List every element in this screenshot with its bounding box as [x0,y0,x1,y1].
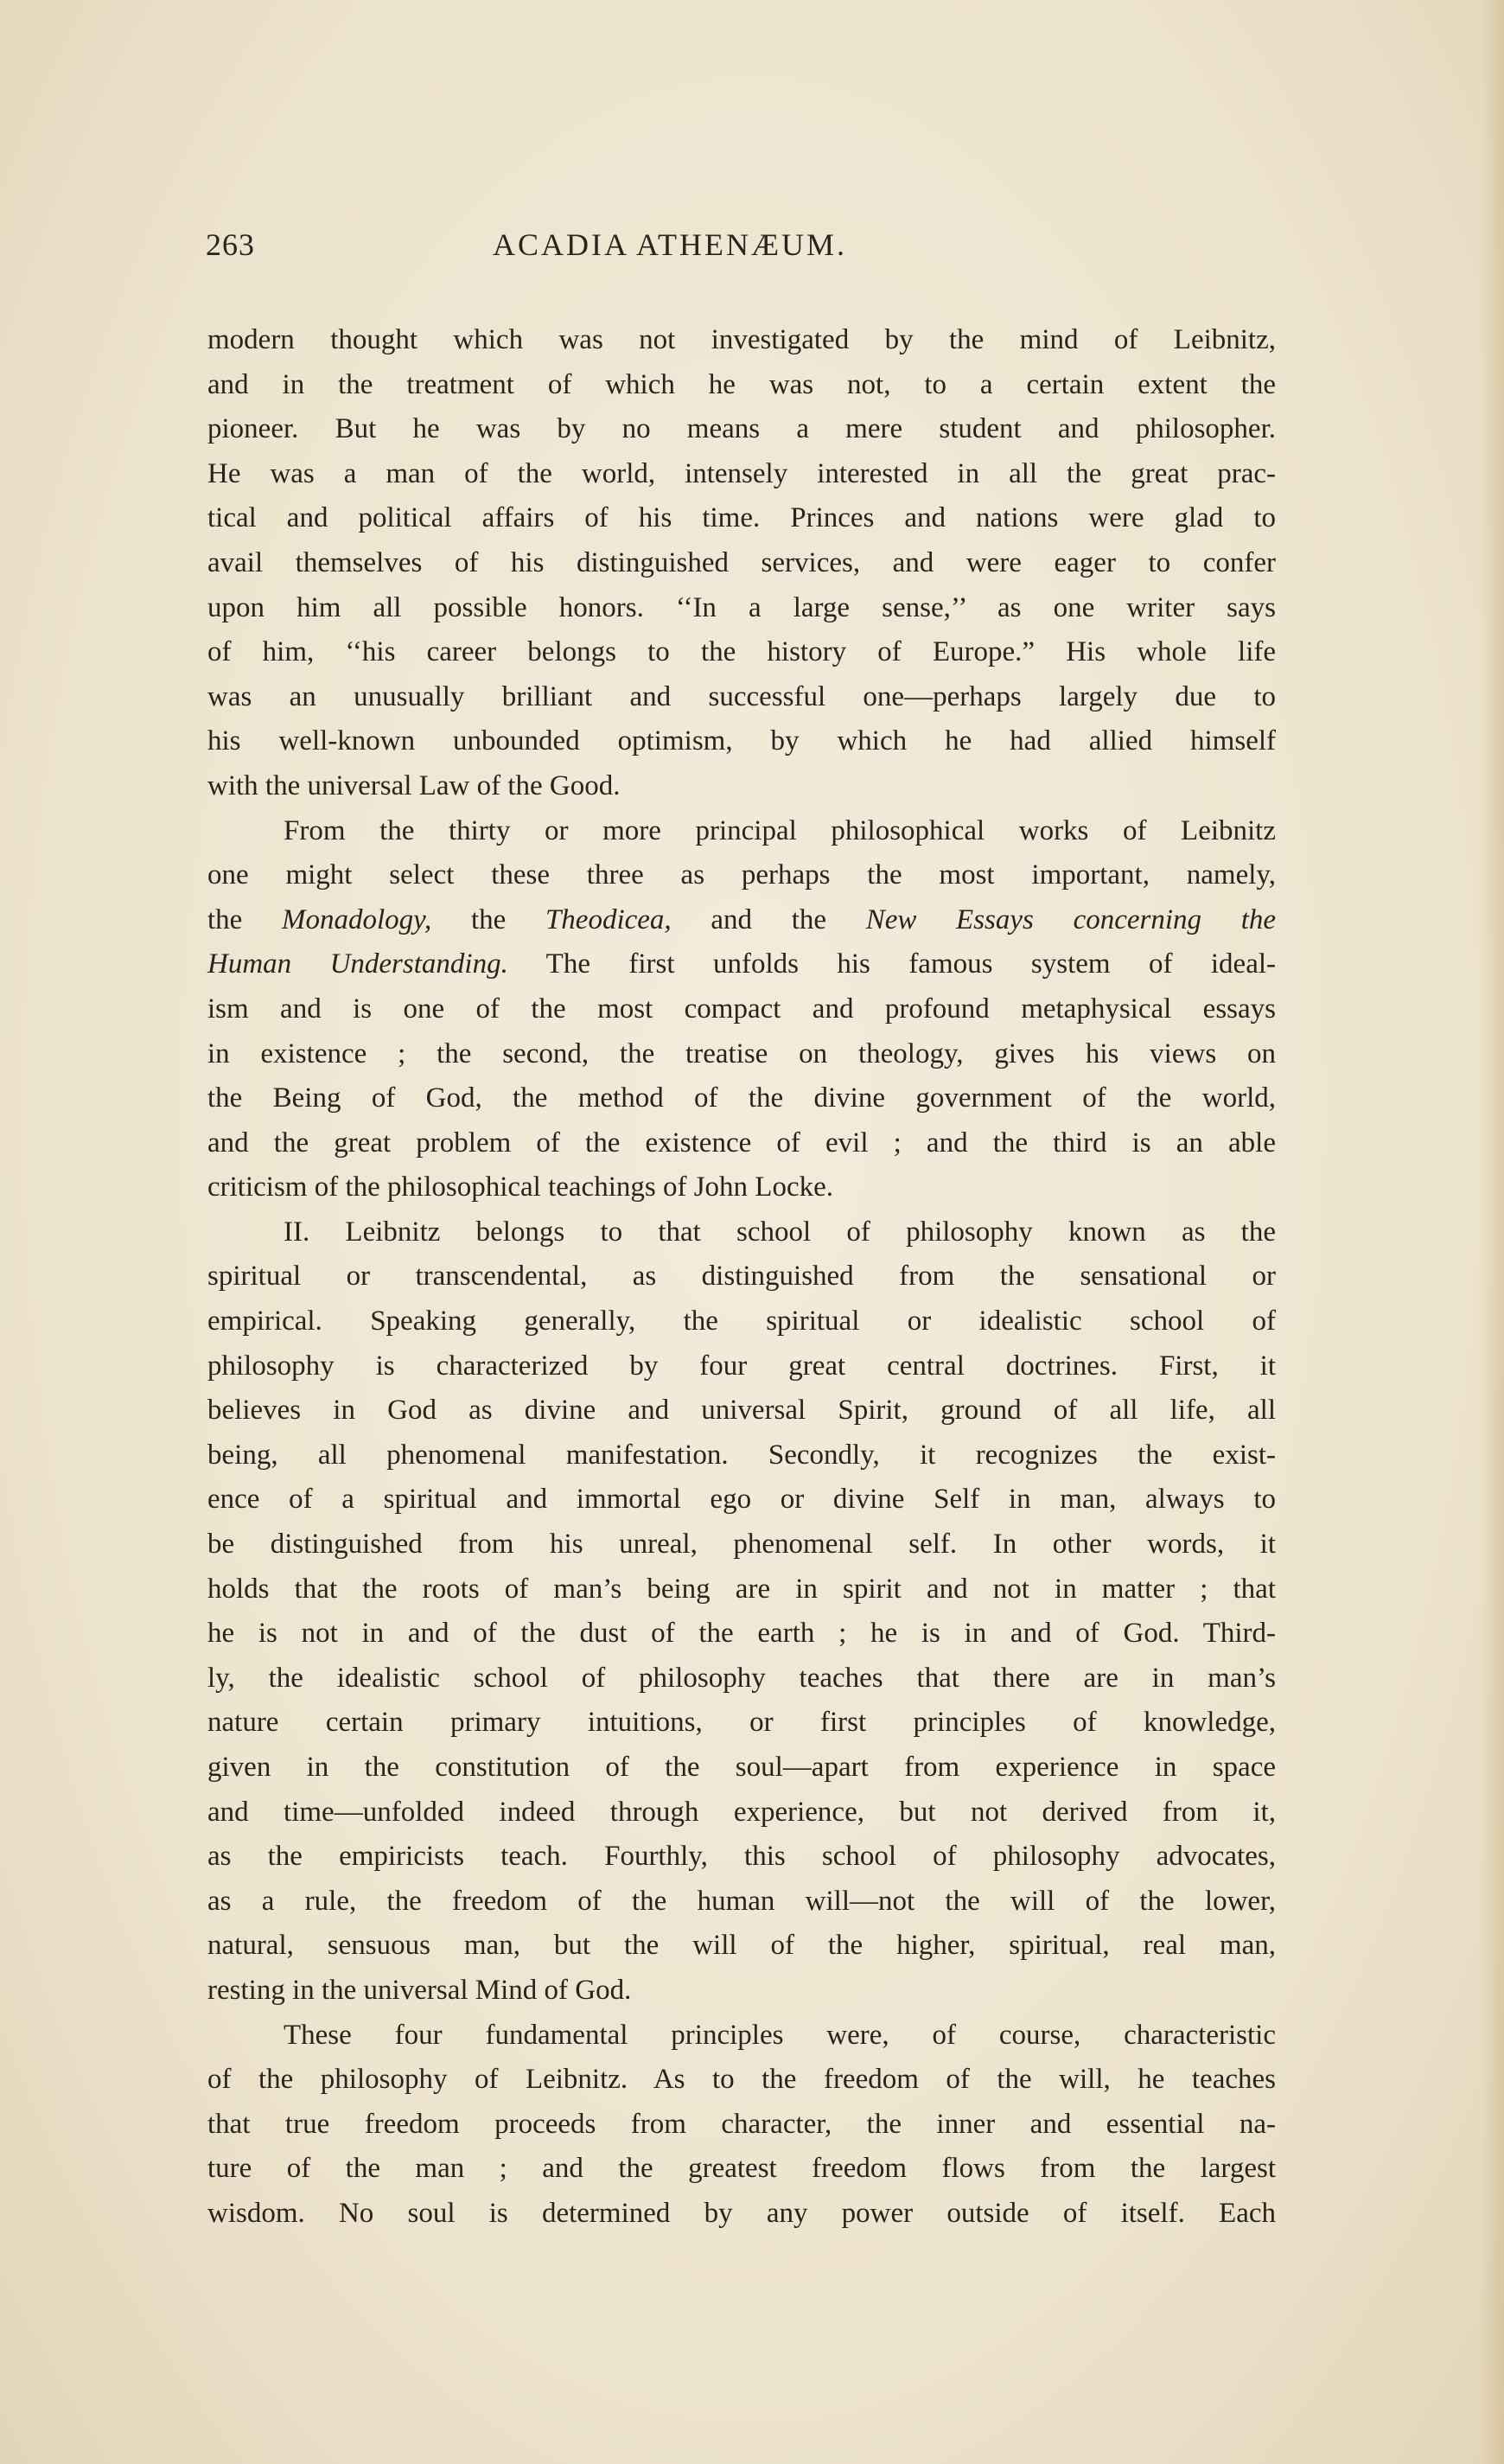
book-title-new-essays-cont: Human Understanding. [207,948,508,980]
text-line: pioneer. But he was by no means a mere student and philosopher. [207,413,1276,445]
text-line: being, all phenomenal manifestation. Secondly, it recognizes the exist- [207,1439,1276,1471]
text-line: believes in God as divine and universal Spirit, ground of all life, all [207,1395,1276,1427]
page-edge-shading [1480,0,1504,2464]
text-line: and in the treatment of which he was not, to a certain extent the [207,368,1276,400]
text-line: ly, the idealistic school of philosophy teaches that there are in man’s [207,1662,1276,1694]
text-line: resting in the universal Mind of God. [207,1974,632,2006]
page-header [206,227,1278,278]
text-line: From the thirty or more principal philosophical works of Leibnitz [284,814,1276,846]
text-line: and time—unfolded indeed through experience, but not derived from it, [207,1796,1276,1828]
text-line: given in the constitution of the soul—apart from experience in space [207,1752,1276,1783]
text-line: one might select these three as perhaps the most important, namely, [207,859,1276,891]
text-line: ence of a spiritual and immortal ego or divine Self in man, always to [207,1484,1276,1516]
text-line: avail themselves of his distinguished services, and were eager to confer [207,546,1276,578]
text-fragment: The first unfolds his famous system of ideal- [545,948,1276,980]
text-line: spiritual or transcendental, as distinguished from the sensational or [207,1261,1276,1293]
text-line: II. Leibnitz belongs to that school of philosophy known as the [284,1216,1276,1248]
text-line: criticism of the philosophical teachings of John Locke. [207,1171,833,1203]
text-line: He was a man of the world, intensely interested in all the great prac- [207,457,1276,489]
page-number: 263 [206,227,255,262]
text-line: was an unusually brilliant and successful one—perhaps largely due to [207,680,1276,712]
text-line: holds that the roots of man’s being are in spirit and not in matter ; that [207,1573,1276,1605]
book-title-new-essays: New Essays concerning the [865,903,1277,935]
running-title: ACADIA ATHENÆUM. [493,227,848,262]
book-title-monadology: Monadology, [282,903,432,935]
text-line: ism and is one of the most compact and profound metaphysical essays [207,993,1276,1025]
text-line: These four fundamental principles were, of course, characteristic [284,2019,1276,2051]
text-line: ture of the man ; and the greatest freedom flows from the largest [207,2153,1276,2185]
text-line: he is not in and of the dust of the earth ; he is in and of God. Third- [207,1618,1276,1650]
text-line: and the great problem of the existence of evil ; and the third is an able [207,1127,1276,1159]
body-text [207,318,1276,2237]
text-line: empirical. Speaking generally, the spiritual or idealistic school of [207,1305,1276,1337]
text-line: philosophy is characterized by four great central doctrines. First, it [207,1350,1276,1382]
text-line: that true freedom proceeds from character, the inner and essential na- [207,2108,1276,2140]
text-line: with the universal Law of the Good. [207,769,621,801]
text-line: be distinguished from his unreal, phenomenal self. In other words, it [207,1529,1276,1561]
text-line: the Being of God, the method of the divine government of the world, [207,1082,1276,1114]
text-fragment: and the [711,903,827,935]
text-fragment: the [470,903,507,935]
book-title-theodicea: Theodicea, [545,903,672,935]
text-line: as a rule, the freedom of the human will—not the will of the lower, [207,1885,1276,1917]
text-line: wisdom. No soul is determined by any power outside of itself. Each [207,2197,1276,2229]
text-line: modern thought which was not investigated by the mind of Leibnitz, [207,324,1276,355]
text-line: nature certain primary intuitions, or first principles of knowledge, [207,1707,1276,1739]
text-line: natural, sensuous man, but the will of the higher, spiritual, real man, [207,1930,1276,1962]
text-line: tical and political affairs of his time. Princes and nations were glad to [207,502,1276,534]
text-line: upon him all possible honors. ‘‘In a large sense,’’ as one writer says [207,591,1276,623]
text-line-with-titles [207,942,1276,987]
text-line: as the empiricists teach. Fourthly, this school of philosophy advocates, [207,1841,1276,1873]
text-fragment: the [207,903,243,935]
text-line: of the philosophy of Leibnitz. As to the freedom of the will, he teaches [207,2064,1276,2096]
text-line: of him, ‘‘his career belongs to the history of Europe.” His whole life [207,636,1276,668]
text-line: his well-known unbounded optimism, by which he had allied himself [207,725,1276,757]
text-line: in existence ; the second, the treatise on theology, gives his views on [207,1037,1276,1069]
text-line-with-titles [207,898,1276,943]
